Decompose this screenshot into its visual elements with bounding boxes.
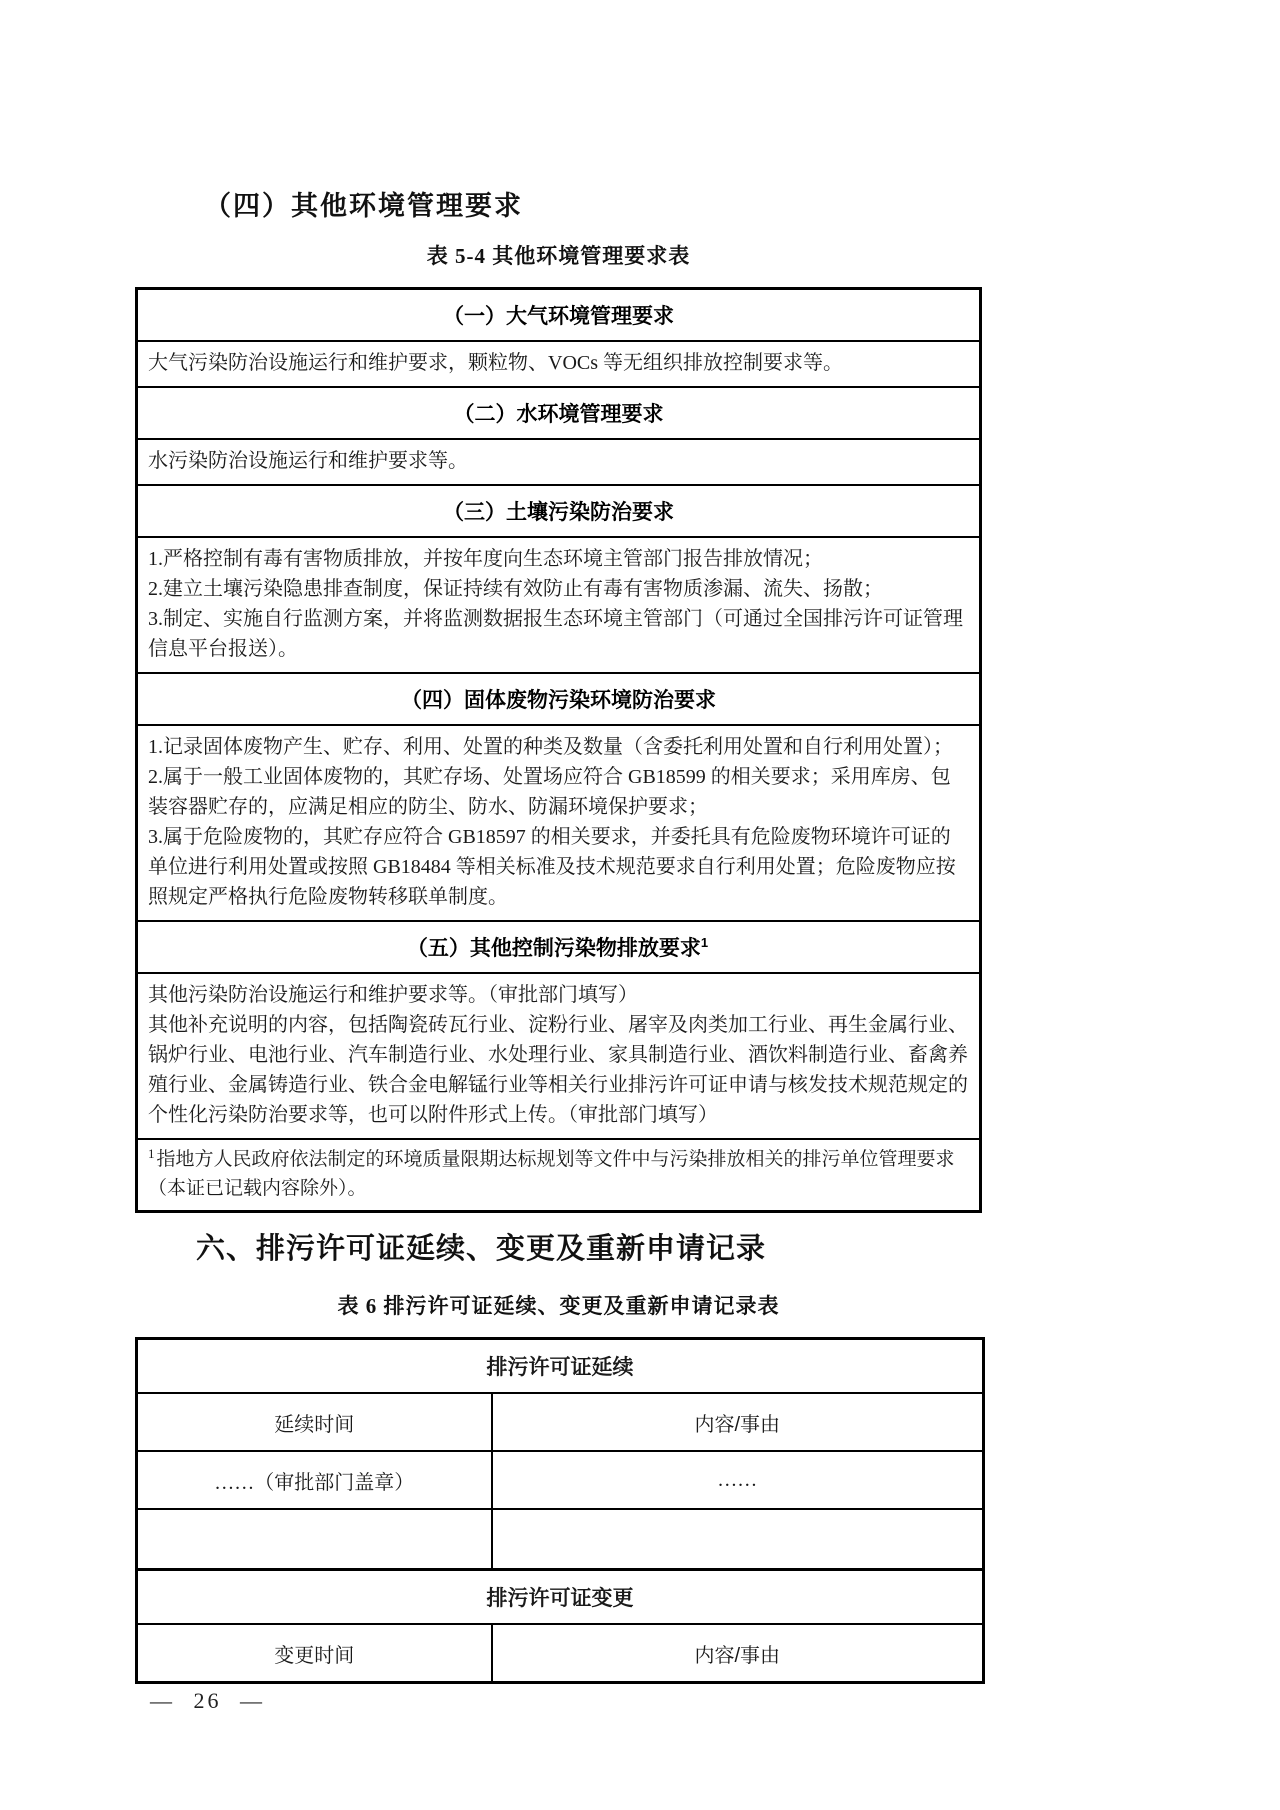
change-content-label: 内容/事由 bbox=[492, 1624, 984, 1683]
renewal-content-label: 内容/事由 bbox=[492, 1393, 984, 1451]
water-requirements-content bbox=[137, 439, 981, 485]
content-line: 3.属于危险废物的，其贮存应符合 GB18597 的相关要求，并委托具有危险废物环境许可证的单位进行利用处置或按照 GB18484 等相关标准及技术规范要求自行利用处置；危险废物应按照规定严格执行危险废物转移联单制度。 bbox=[148, 826, 956, 908]
soil-requirements-content bbox=[137, 537, 981, 673]
content-line: 其他补充说明的内容，包括陶瓷砖瓦行业、淀粉行业、屠宰及肉类加工行业、再生金属行业、锅炉行业、电池行业、汽车制造行业、水处理行业、家具制造行业、酒饮料制造行业、畜禽养殖行业、金属铸造行业、铁合金电解锰行业等相关行业排污许可证申请与核发技术规范规定的个性化污染防治要求等，也可以附件形式上传。（审批部门填写） bbox=[148, 1014, 968, 1126]
table-row bbox=[137, 1339, 984, 1394]
solid-waste-requirements-content bbox=[137, 725, 981, 921]
table-row bbox=[137, 921, 981, 973]
content-line: 其他污染防治设施运行和维护要求等。（审批部门填写） bbox=[148, 984, 638, 1006]
air-requirements-content bbox=[137, 341, 981, 387]
content-line: 3.制定、实施自行监测方案，并将监测数据报生态环境主管部门（可通过全国排污许可证管理信息平台报送）。 bbox=[148, 608, 963, 660]
table-5-4 bbox=[135, 287, 982, 1213]
header-text: （五）其他控制污染物排放要求 bbox=[406, 937, 701, 960]
table-row bbox=[137, 341, 981, 387]
content-line: 2.建立土壤污染隐患排查制度，保证持续有效防止有毒有害物质渗漏、流失、扬散； bbox=[148, 578, 883, 600]
section-6-heading: 六、排污许可证延续、变更及重新申请记录 bbox=[196, 1233, 767, 1265]
table-row bbox=[137, 387, 981, 439]
water-requirements-header: （二）水环境管理要求 bbox=[137, 387, 981, 439]
table-row bbox=[137, 1509, 984, 1570]
renewal-time-value: ……（审批部门盖章） bbox=[137, 1451, 492, 1509]
content-line: 1.记录固体废物产生、贮存、利用、处置的种类及数量（含委托利用处置和自行利用处置）； bbox=[148, 736, 953, 758]
empty-cell bbox=[492, 1509, 984, 1570]
table-row bbox=[137, 1570, 984, 1625]
table-footnote bbox=[137, 1139, 981, 1212]
table-6 bbox=[135, 1337, 985, 1684]
change-section-header: 排污许可证变更 bbox=[137, 1570, 984, 1625]
air-requirements-header: （一）大气环境管理要求 bbox=[137, 289, 981, 342]
change-time-label: 变更时间 bbox=[137, 1624, 492, 1683]
footnote-text: 指地方人民政府依法制定的环境质量限期达标规划等文件中与污染排放相关的排污单位管理要求（本证已记载内容除外）。 bbox=[148, 1149, 955, 1199]
solid-waste-requirements-header: （四）固体废物污染环境防治要求 bbox=[137, 673, 981, 725]
other-pollutant-requirements-header bbox=[137, 921, 981, 973]
other-pollutant-requirements-content bbox=[137, 973, 981, 1139]
table-row bbox=[137, 973, 981, 1139]
section-4-heading: （四）其他环境管理要求 bbox=[204, 191, 523, 221]
table-row bbox=[137, 537, 981, 673]
table-row bbox=[137, 1624, 984, 1683]
page-number: — 26 — bbox=[150, 1688, 265, 1713]
table-row bbox=[137, 725, 981, 921]
content-line: 1.严格控制有毒有害物质排放，并按年度向生态环境主管部门报告排放情况； bbox=[148, 548, 823, 570]
table-6-caption: 表 6 排污许可证延续、变更及重新申请记录表 bbox=[337, 1294, 780, 1318]
renewal-section-header: 排污许可证延续 bbox=[137, 1339, 984, 1394]
footnote-marker: 1 bbox=[148, 1145, 155, 1161]
table-row bbox=[137, 1393, 984, 1451]
table-row bbox=[137, 1451, 984, 1509]
table-row bbox=[137, 673, 981, 725]
content-line: 大气污染防治设施运行和维护要求，颗粒物、VOCs 等无组织排放控制要求等。 bbox=[148, 352, 844, 374]
table-row bbox=[137, 289, 981, 342]
empty-cell bbox=[137, 1509, 492, 1570]
table-row bbox=[137, 439, 981, 485]
soil-requirements-header: （三）土壤污染防治要求 bbox=[137, 485, 981, 537]
renewal-content-value: …… bbox=[492, 1451, 984, 1509]
content-line: 2.属于一般工业固体废物的，其贮存场、处置场应符合 GB18599 的相关要求；采用库房、包装容器贮存的，应满足相应的防尘、防水、防漏环境保护要求； bbox=[148, 766, 951, 818]
renewal-time-label: 延续时间 bbox=[137, 1393, 492, 1451]
content-line: 水污染防治设施运行和维护要求等。 bbox=[148, 450, 468, 472]
table-row bbox=[137, 485, 981, 537]
footnote-marker: 1 bbox=[700, 935, 709, 950]
table-row bbox=[137, 1139, 981, 1212]
table-5-4-caption: 表 5-4 其他环境管理要求表 bbox=[426, 244, 691, 268]
